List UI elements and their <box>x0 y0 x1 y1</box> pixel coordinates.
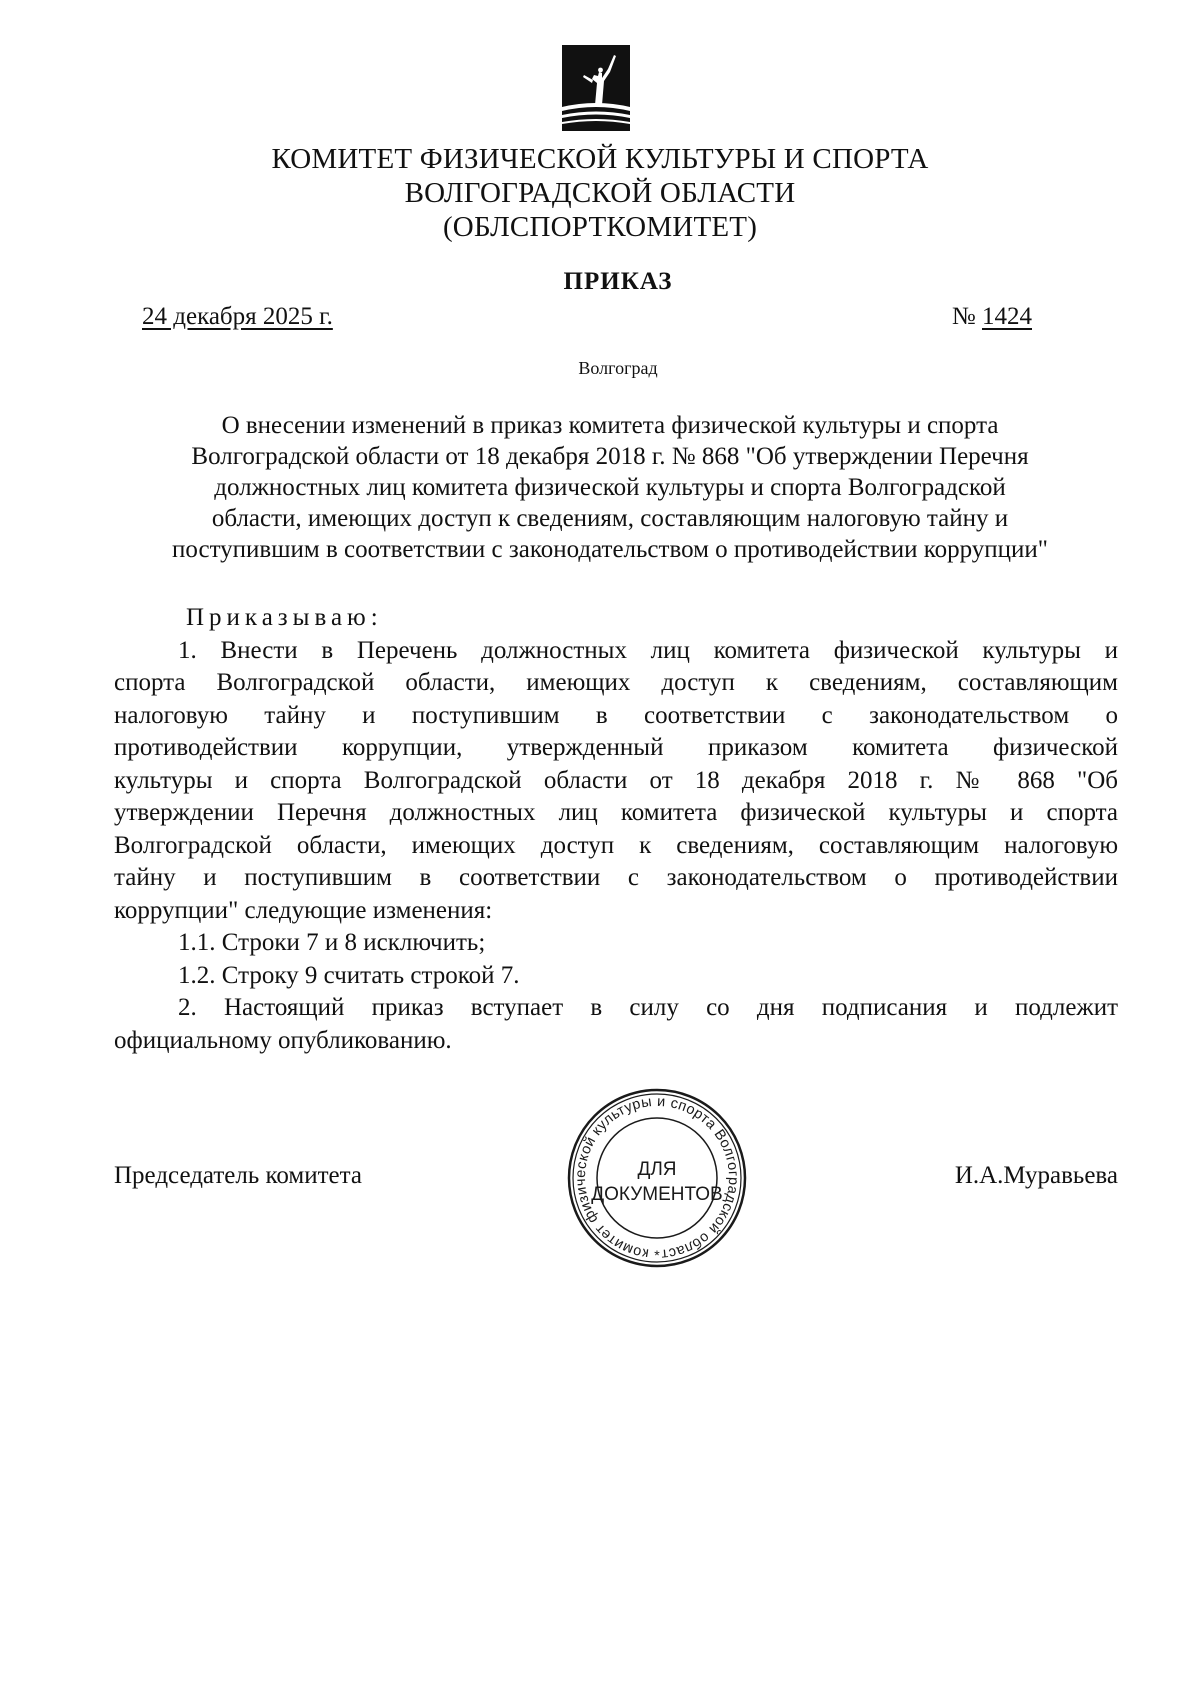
directive-word: Приказываю: <box>186 604 383 631</box>
item-1-line: утверждении Перечня должностных лиц комитета физической культуры и спорта <box>114 799 1118 826</box>
order-number-value: 1424 <box>982 303 1032 330</box>
item-2-line: 2. Настоящий приказ вступает в силу со дня подписания и подлежит <box>178 994 1118 1021</box>
item-1-line: тайну и поступившим в соответствии с законодательством о противодействии <box>114 864 1118 891</box>
item-1-line: спорта Волгоградской области, имеющих доступ к сведениям, составляющим <box>114 669 1118 696</box>
item-1-line: налоговую тайну и поступившим в соответствии с законодательством о <box>114 701 1118 729</box>
document-type: ПРИКАЗ <box>563 268 673 295</box>
organization-name-line-2: ВОЛГОГРАДСКОЙ ОБЛАСТИ <box>404 177 796 209</box>
item-1-line: культуры и спорта Волгоградской области от 18 декабря 2018 г. № 868 "Об <box>114 766 1118 794</box>
item-1-line: 1. Внести в Перечень должностных лиц комитета физической культуры и <box>178 636 1118 664</box>
item-1-line: коррупции" следующие изменения: <box>114 896 493 924</box>
title-line: поступившим в соответствии с законодательством о противодействии коррупции" <box>171 536 1048 563</box>
item-1-2: 1.2. Строку 9 считать строкой 7. <box>178 961 520 989</box>
stamp-star: * <box>654 1247 660 1263</box>
order-date-value: 24 декабря 2025 г. <box>142 303 333 330</box>
title-line: Волгоградской области от 18 декабря 2018 г. № 868 "Об утверждении Перечня <box>191 443 1029 470</box>
order-date <box>142 303 333 331</box>
title-line: О внесении изменений в приказ комитета физической культуры и спорта <box>221 412 999 439</box>
stamp-seal-icon <box>562 1082 752 1282</box>
organization-short-name: (ОБЛСПОРТКОМИТЕТ) <box>442 211 758 243</box>
order-city: Волгоград <box>578 358 658 378</box>
stamp-center-line-1: ДЛЯ <box>637 1159 677 1180</box>
stamp-ring-text: комитет физической культуры и спорта Волгоградской област <box>572 1093 742 1262</box>
item-2 <box>114 992 1118 1057</box>
title-line: области, имеющих доступ к сведениям, составляющим налоговую тайну и <box>211 505 1009 532</box>
order-title <box>110 410 1110 565</box>
item-2-line: официальному опубликованию. <box>114 1026 452 1054</box>
signer-name: И.А.Муравьева <box>954 1162 1118 1189</box>
motherland-calls-emblem-icon <box>562 45 630 131</box>
item-1-line: противодействии коррупции, утвержденный приказом комитета физической <box>114 734 1118 761</box>
order-number <box>952 303 1032 331</box>
order-body <box>114 602 1118 1057</box>
official-stamp <box>562 1082 752 1282</box>
item-1-line: Волгоградской области, имеющих доступ к сведениям, составляющим налоговую <box>114 831 1118 859</box>
stamp-center-line-2: ДОКУМЕНТОВ <box>591 1184 723 1205</box>
item-1 <box>114 635 1118 928</box>
item-1-1: 1.1. Строки 7 и 8 исключить; <box>178 929 486 956</box>
order-number-prefix: № <box>951 303 976 330</box>
organization-name-line-1: КОМИТЕТ ФИЗИЧЕСКОЙ КУЛЬТУРЫ И СПОРТА <box>271 143 929 175</box>
signer-position: Председатель комитета <box>114 1162 362 1189</box>
title-line: должностных лиц комитета физической культуры и спорта Волгоградской <box>214 474 1006 501</box>
